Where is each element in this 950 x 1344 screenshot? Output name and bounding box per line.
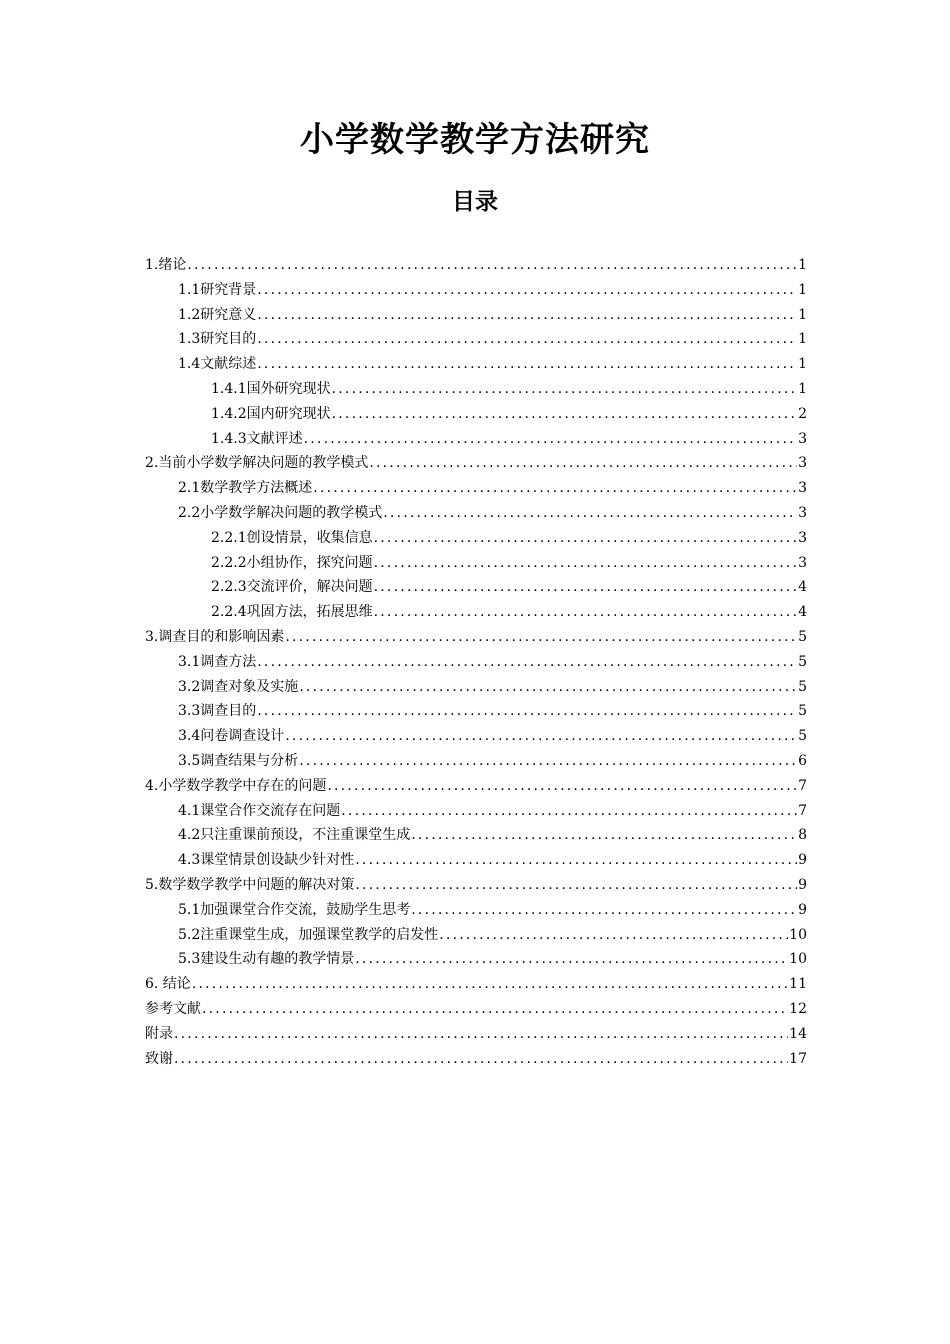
toc-entry[interactable] bbox=[145, 600, 807, 625]
toc-entry[interactable] bbox=[145, 898, 807, 923]
toc-entry[interactable] bbox=[145, 724, 807, 749]
toc-entry[interactable] bbox=[145, 377, 807, 402]
toc-entry[interactable] bbox=[145, 476, 807, 501]
toc-entry[interactable] bbox=[145, 253, 807, 278]
toc-entry-label: 3.4问卷调查设计 bbox=[178, 728, 285, 745]
toc-entry-page-number: 9 bbox=[798, 901, 807, 918]
toc-entry[interactable] bbox=[145, 823, 807, 848]
toc-dot-leader bbox=[299, 749, 797, 774]
toc-entry-page-number: 3 bbox=[798, 504, 807, 521]
toc-entry[interactable] bbox=[145, 972, 807, 997]
toc-entry[interactable] bbox=[145, 873, 807, 898]
toc-entry-label: 6. 结论 bbox=[145, 976, 191, 993]
toc-entry[interactable] bbox=[145, 923, 807, 948]
toc-entry-label: 1.1研究背景 bbox=[178, 281, 257, 298]
toc-entry-label: 1.4文献综述 bbox=[178, 356, 257, 373]
toc-entry[interactable] bbox=[145, 699, 807, 724]
toc-entry-page-number: 3 bbox=[798, 529, 807, 546]
toc-entry-label: 1.绪论 bbox=[145, 257, 187, 273]
toc-entry[interactable] bbox=[145, 278, 807, 303]
toc-dot-leader bbox=[187, 253, 797, 278]
toc-entry-page-number: 3 bbox=[798, 480, 807, 497]
toc-entry-page-number: 8 bbox=[798, 827, 807, 844]
toc-entry-page-number: 1 bbox=[798, 356, 807, 373]
toc-entry-page-number: 9 bbox=[798, 852, 807, 869]
toc-entry-page-number: 4 bbox=[798, 579, 807, 596]
toc-entry[interactable] bbox=[145, 799, 807, 824]
toc-heading: 目录 bbox=[452, 189, 498, 215]
toc-entry[interactable] bbox=[145, 997, 807, 1022]
toc-dot-leader bbox=[374, 551, 797, 576]
toc-entry-label: 2.2.2小组协作，探究问题 bbox=[211, 554, 373, 571]
toc-entry-page-number: 5 bbox=[798, 703, 807, 720]
toc-dot-leader bbox=[369, 451, 797, 476]
toc-entry-page-number: 1 bbox=[798, 281, 807, 298]
toc-dot-leader bbox=[374, 600, 797, 625]
toc-entry-label: 5.2注重课堂生成，加强课堂教学的启发性 bbox=[178, 926, 439, 943]
toc-entry[interactable] bbox=[145, 551, 807, 576]
toc-entry-label: 1.4.3文献评述 bbox=[211, 430, 303, 447]
toc-entry[interactable] bbox=[145, 451, 807, 476]
toc-entry-page-number: 1 bbox=[798, 257, 807, 273]
toc-entry-page-number: 5 bbox=[798, 678, 807, 695]
toc-dot-leader bbox=[257, 650, 797, 675]
toc-entry-page-number: 10 bbox=[789, 951, 807, 968]
toc-dot-leader bbox=[327, 774, 797, 799]
toc-dot-leader bbox=[174, 1022, 788, 1047]
toc-entry-label: 2.2.3交流评价，解决问题 bbox=[211, 579, 373, 596]
toc-entry-page-number: 11 bbox=[789, 976, 807, 993]
toc-dot-leader bbox=[439, 923, 788, 948]
toc-dot-leader bbox=[174, 1047, 788, 1072]
toc-dot-leader bbox=[299, 675, 797, 700]
toc-entry-page-number: 1 bbox=[798, 331, 807, 348]
toc-entry-label: 3.3调查目的 bbox=[178, 703, 257, 720]
toc-entry-label: 致谢 bbox=[145, 1050, 173, 1067]
toc-entry-page-number: 5 bbox=[798, 728, 807, 745]
toc-dot-leader bbox=[313, 476, 797, 501]
toc-entry-page-number: 5 bbox=[798, 653, 807, 670]
toc-entry[interactable] bbox=[145, 352, 807, 377]
toc-dot-leader bbox=[341, 799, 797, 824]
toc-entry-label: 5.数学数学教学中问题的解决对策 bbox=[145, 876, 355, 893]
toc-entry[interactable] bbox=[145, 501, 807, 526]
toc-entry[interactable] bbox=[145, 625, 807, 650]
toc-entry-label: 3.调查目的和影响因素 bbox=[145, 628, 285, 645]
toc-dot-leader bbox=[332, 377, 797, 402]
toc-entry-label: 4.1课堂合作交流存在问题 bbox=[178, 802, 341, 819]
toc-entry-label: 1.2研究意义 bbox=[178, 306, 257, 323]
toc-entry-page-number: 7 bbox=[798, 777, 807, 794]
toc-entry-label: 2.1数学教学方法概述 bbox=[178, 480, 313, 497]
toc-dot-leader bbox=[304, 427, 797, 452]
toc-entry-page-number: 17 bbox=[789, 1050, 807, 1067]
toc-entry-label: 1.4.2国内研究现状 bbox=[211, 405, 331, 422]
toc-dot-leader bbox=[257, 303, 797, 328]
toc-dot-leader bbox=[257, 278, 797, 303]
toc-entry-page-number: 9 bbox=[798, 876, 807, 893]
toc-entry-label: 1.3研究目的 bbox=[178, 331, 257, 348]
toc-entry[interactable] bbox=[145, 749, 807, 774]
toc-entry-label: 3.5调查结果与分析 bbox=[178, 752, 299, 769]
table-of-contents bbox=[145, 253, 807, 1071]
toc-entry-label: 参考文献 bbox=[145, 1000, 201, 1017]
toc-entry[interactable] bbox=[145, 1047, 807, 1072]
toc-entry-page-number: 6 bbox=[798, 752, 807, 769]
toc-entry[interactable] bbox=[145, 947, 807, 972]
toc-dot-leader bbox=[411, 898, 797, 923]
toc-entry-page-number: 3 bbox=[798, 455, 807, 472]
toc-entry-page-number: 1 bbox=[798, 380, 807, 397]
toc-entry[interactable] bbox=[145, 575, 807, 600]
toc-entry-page-number: 4 bbox=[798, 604, 807, 621]
toc-entry-label: 4.2只注重课前预设，不注重课堂生成 bbox=[178, 827, 411, 844]
toc-entry-page-number: 3 bbox=[798, 554, 807, 571]
toc-entry-page-number: 7 bbox=[798, 802, 807, 819]
toc-entry[interactable] bbox=[145, 327, 807, 352]
toc-dot-leader bbox=[257, 699, 797, 724]
toc-dot-leader bbox=[374, 526, 797, 551]
toc-entry[interactable] bbox=[145, 650, 807, 675]
toc-dot-leader bbox=[355, 848, 797, 873]
toc-entry-label: 5.3建设生动有趣的教学情景 bbox=[178, 951, 355, 968]
toc-entry-label: 2.当前小学数学解决问题的教学模式 bbox=[145, 455, 369, 472]
toc-entry[interactable] bbox=[145, 303, 807, 328]
toc-dot-leader bbox=[257, 327, 797, 352]
toc-entry-label: 3.1调查方法 bbox=[178, 653, 257, 670]
toc-entry[interactable] bbox=[145, 1022, 807, 1047]
toc-entry-page-number: 1 bbox=[798, 306, 807, 323]
toc-entry-page-number: 5 bbox=[798, 628, 807, 645]
toc-entry[interactable] bbox=[145, 774, 807, 799]
toc-dot-leader bbox=[383, 501, 797, 526]
toc-entry-label: 3.2调查对象及实施 bbox=[178, 678, 299, 695]
toc-dot-leader bbox=[355, 947, 788, 972]
toc-entry-label: 2.2.4巩固方法，拓展思维 bbox=[211, 604, 373, 621]
toc-entry-label: 2.2小学数学解决问题的教学模式 bbox=[178, 504, 383, 521]
toc-dot-leader bbox=[192, 972, 788, 997]
toc-entry[interactable] bbox=[145, 402, 807, 427]
toc-dot-leader bbox=[355, 873, 797, 898]
toc-entry-label: 4.3课堂情景创设缺少针对性 bbox=[178, 852, 355, 869]
toc-entry-label: 附录 bbox=[145, 1025, 173, 1042]
toc-dot-leader bbox=[285, 625, 797, 650]
toc-dot-leader bbox=[285, 724, 797, 749]
toc-dot-leader bbox=[411, 823, 797, 848]
toc-entry[interactable] bbox=[145, 848, 807, 873]
toc-entry[interactable] bbox=[145, 675, 807, 700]
toc-dot-leader bbox=[332, 402, 797, 427]
toc-entry-page-number: 12 bbox=[789, 1000, 807, 1017]
document-title: 小学数学教学方法研究 bbox=[300, 120, 650, 160]
toc-dot-leader bbox=[202, 997, 788, 1022]
toc-entry-label: 4.小学数学教学中存在的问题 bbox=[145, 777, 327, 794]
toc-entry-page-number: 2 bbox=[798, 405, 807, 422]
toc-entry-page-number: 14 bbox=[789, 1025, 807, 1042]
toc-entry-label: 5.1加强课堂合作交流，鼓励学生思考 bbox=[178, 901, 411, 918]
toc-entry[interactable] bbox=[145, 427, 807, 452]
toc-entry-page-number: 10 bbox=[789, 926, 807, 943]
toc-entry-label: 2.2.1创设情景，收集信息 bbox=[211, 529, 373, 546]
toc-entry-label: 1.4.1国外研究现状 bbox=[211, 380, 331, 397]
toc-dot-leader bbox=[257, 352, 797, 377]
toc-dot-leader bbox=[374, 575, 797, 600]
toc-entry-page-number: 3 bbox=[798, 430, 807, 447]
toc-entry[interactable] bbox=[145, 526, 807, 551]
